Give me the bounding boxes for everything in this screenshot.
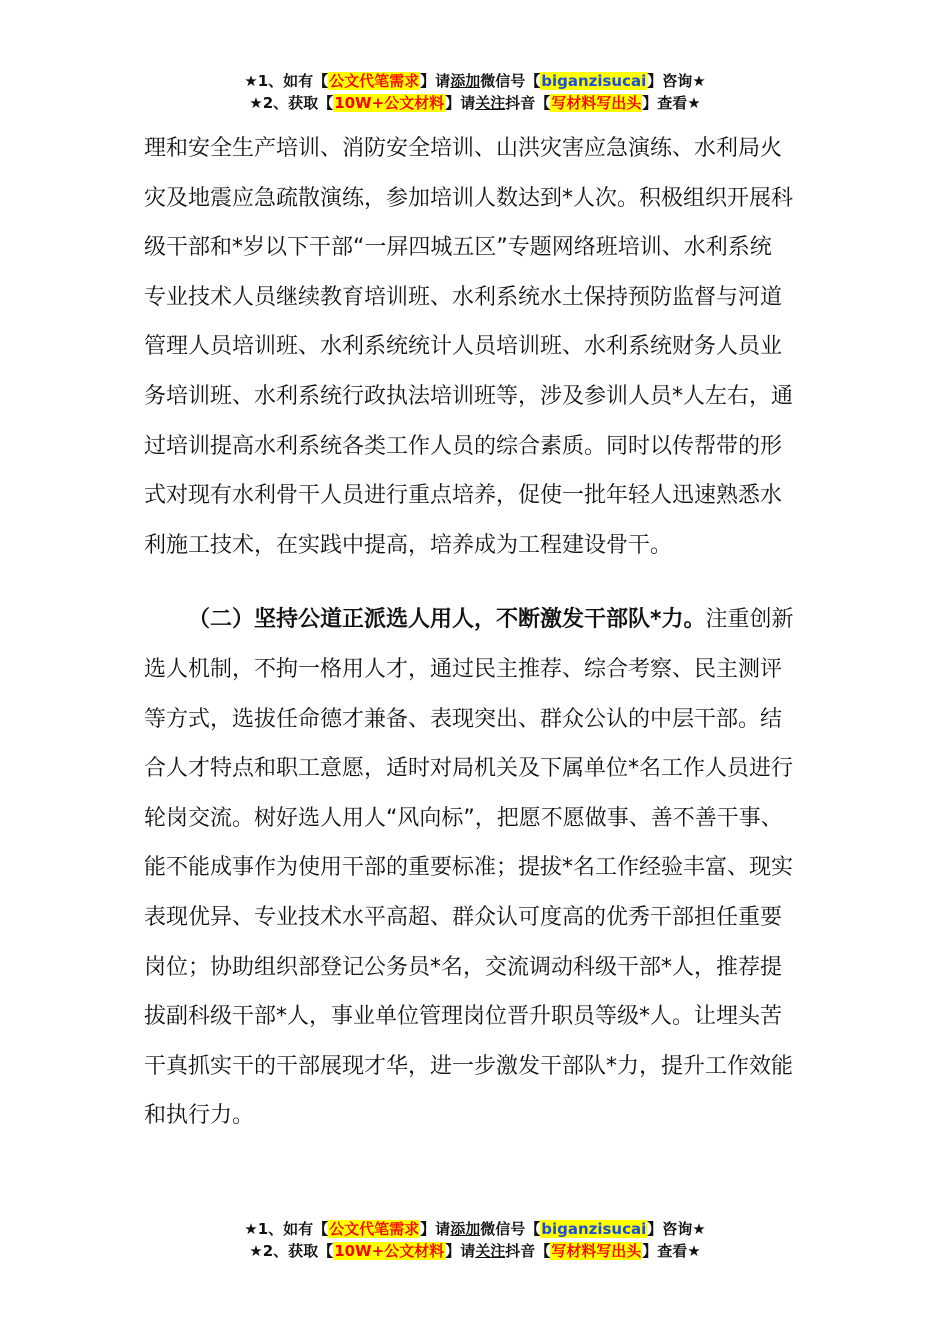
text-line: 级干部和*岁以下干部“一屏四城五区”专题网络班培训、水利系统 (144, 235, 772, 261)
banner-text: 】咨询★ (647, 1220, 706, 1238)
banner-emphasis: 关注 (475, 1242, 506, 1260)
section-heading: （二）坚持公道正派选人用人，不断激发干部队*力。 (188, 607, 706, 633)
banner-line-2 (0, 92, 950, 114)
banner-text: ★1、如有【 (244, 72, 329, 90)
banner-text: 】查看★ (642, 1242, 701, 1260)
text-line: 等方式，选拔任命德才兼备、表现突出、群众公认的中层干部。结 (144, 706, 783, 732)
banner-emphasis: 关注 (475, 94, 506, 112)
text-line: 拔副科级干部*人，事业单位管理岗位晋升职员等级*人。让埋头苦 (144, 1004, 783, 1030)
banner-highlight: 写材料写出头 (551, 1242, 642, 1260)
banner-text: 】请 (420, 72, 451, 90)
banner-highlight: 公文代笔需求 (329, 1220, 420, 1238)
banner-text: 】查看★ (642, 94, 701, 112)
banner-text: ★1、如有【 (244, 1220, 329, 1238)
banner-text: 抖音【 (505, 94, 551, 112)
banner-emphasis: 添加 (450, 1220, 481, 1238)
footer-banner (0, 1218, 950, 1262)
text-line: 选人机制，不拘一格用人才，通过民主推荐、综合考察、民主测评 (144, 656, 783, 682)
banner-highlight: 公文代笔需求 (329, 72, 420, 90)
banner-highlight: 写材料写出头 (551, 94, 642, 112)
text-line: 式对现有水利骨干人员进行重点培养，促使一批年轻人迅速熟悉水 (144, 483, 783, 509)
banner-text: 】咨询★ (647, 72, 706, 90)
banner-highlight: 10W+公文材料 (334, 94, 445, 112)
banner-highlight: 10W+公文材料 (334, 1242, 445, 1260)
banner-text: 】请 (420, 1220, 451, 1238)
header-banner (0, 70, 950, 114)
paragraph-1 (144, 124, 824, 570)
text-line: 能不能成事作为使用干部的重要标准；提拔*名工作经验丰富、现实 (144, 855, 794, 881)
paragraph-2 (144, 595, 824, 1141)
banner-text: ★2、获取【 (249, 94, 334, 112)
text-line: 利施工技术，在实践中提高，培养成为工程建设骨干。 (144, 532, 673, 558)
banner-text: 微信号【 (480, 72, 541, 90)
banner-text: 抖音【 (505, 1242, 551, 1260)
banner-text: 】请 (445, 94, 476, 112)
banner-line-1 (0, 1218, 950, 1240)
banner-wechat-id: biganzisucai (541, 72, 647, 90)
text-line: 轮岗交流。树好选人用人“风向标”，把愿不愿做事、善不善干事、 (144, 805, 783, 831)
text-line: 表现优异、专业技术水平高超、群众认可度高的优秀干部担任重要 (144, 904, 783, 930)
text-line: 务培训班、水利系统行政执法培训班等，涉及参训人员*人左右，通 (144, 383, 794, 409)
text-line: 过培训提高水利系统各类工作人员的综合素质。同时以传帮带的形 (144, 433, 783, 459)
heading-continuation: 注重创新 (705, 607, 794, 633)
banner-line-2 (0, 1240, 950, 1262)
banner-wechat-id: biganzisucai (541, 1220, 647, 1238)
text-line: 专业技术人员继续教育培训班、水利系统水土保持预防监督与河道 (144, 284, 783, 310)
text-line: 岗位；协助组织部登记公务员*名，交流调动科级干部*人，推荐提 (144, 954, 783, 980)
document-body (144, 124, 824, 1141)
banner-text: 】请 (445, 1242, 476, 1260)
banner-text: 微信号【 (480, 1220, 541, 1238)
banner-text: ★2、获取【 (249, 1242, 334, 1260)
banner-line-1 (0, 70, 950, 92)
text-line: 管理人员培训班、水利系统统计人员培训班、水利系统财务人员业 (144, 334, 783, 360)
text-line (144, 595, 824, 645)
banner-emphasis: 添加 (450, 72, 481, 90)
text-line: 和执行力。 (144, 1103, 255, 1129)
text-line: 理和安全生产培训、消防安全培训、山洪灾害应急演练、水利局火 (144, 136, 783, 161)
text-line: 合人才特点和职工意愿，适时对局机关及下属单位*名工作人员进行 (144, 756, 794, 782)
text-line: 灾及地震应急疏散演练，参加培训人数达到*人次。积极组织开展科 (144, 185, 794, 211)
text-line: 干真抓实干的干部展现才华，进一步激发干部队*力，提升工作效能 (144, 1053, 794, 1079)
